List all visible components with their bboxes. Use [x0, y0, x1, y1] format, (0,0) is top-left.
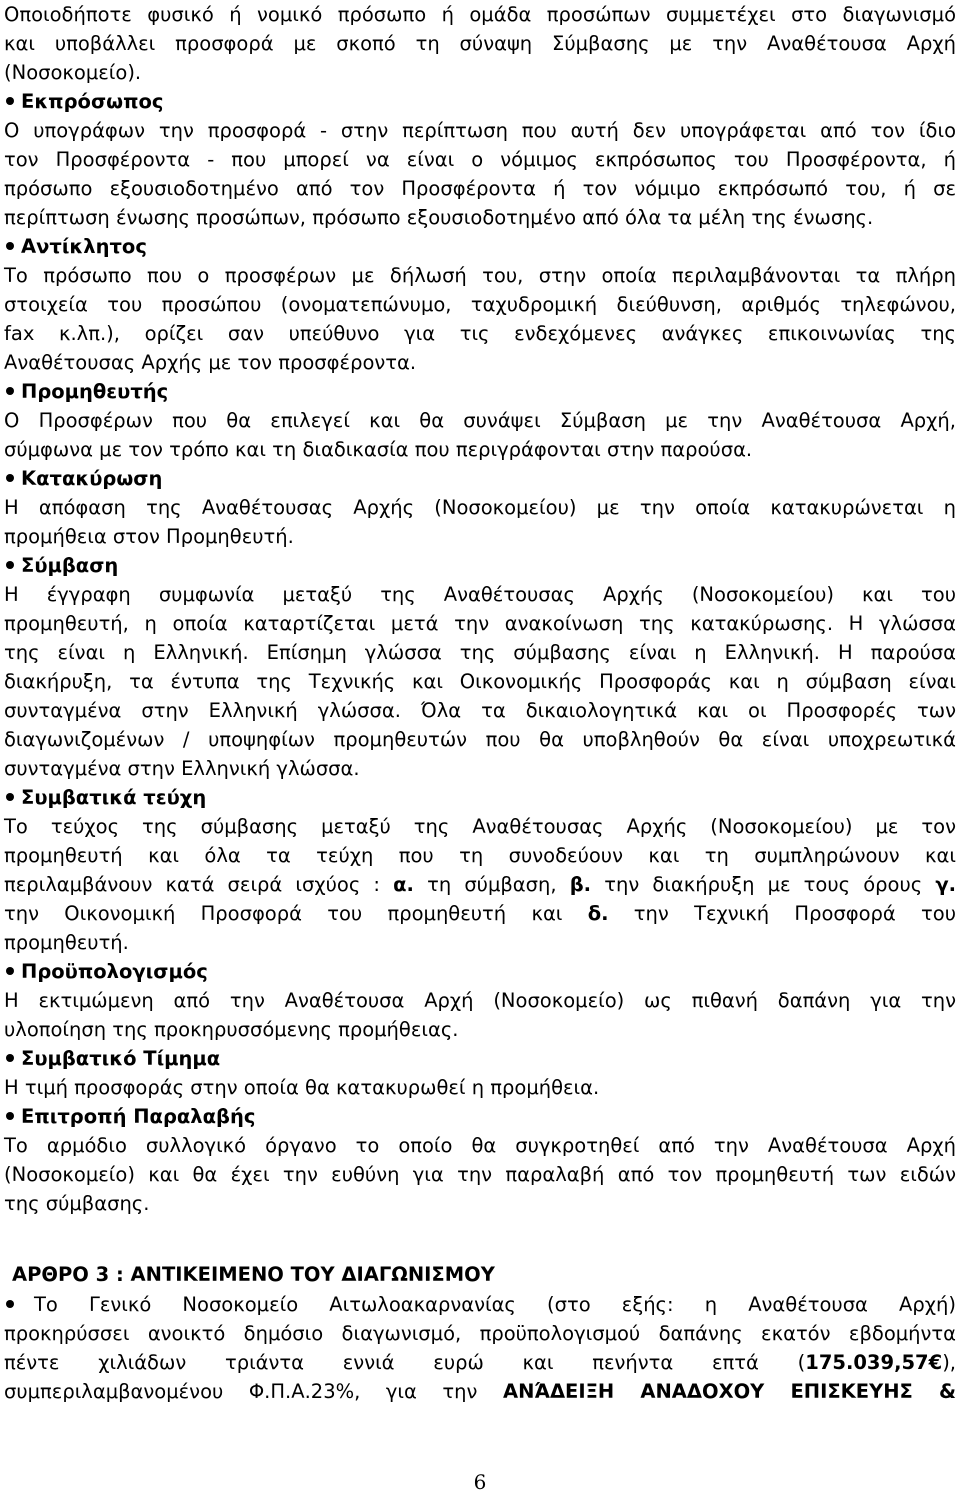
definition-line: Η έγγραφη συμφωνία μεταξύ της Αναθέτουσας Αρχής (Νοσοκομείου) και του: [4, 583, 956, 606]
article-line: Το Γενικό Νοσοκομείο Αιτωλοακαρνανίας (στο εξής: η Αναθέτουσα Αρχή): [34, 1293, 956, 1316]
definition-line: της είναι η Ελληνική. Επίσημη γλώσσα της σύμβασης είναι η Ελληνική. Η παρούσα: [4, 641, 956, 664]
definition-line: πρόσωπο εξουσιοδοτημένο από τον Προσφέροντα ή τον νόμιμο εκπρόσωπό του, ή σε: [4, 177, 956, 200]
definition-line: την Οικονομική Προσφορά του προμηθευτή και δ. την Τεχνική Προσφορά του: [4, 902, 957, 925]
bullet-icon: [6, 474, 14, 482]
definition-heading: Κατακύρωση: [4, 464, 162, 493]
definition-line: προμηθευτή, η οποία καταρτίζεται μετά την ανακοίνωση της κατακύρωσης. Η γλώσσα: [4, 612, 956, 635]
intro-line: και υποβάλλει προσφορά με σκοπό τη σύναψη Σύμβασης με την Αναθέτουσα Αρχή: [4, 32, 956, 55]
definition-line: Ο υπογράφων την προσφορά - στην περίπτωση που αυτή δεν υπογράφεται από τον ίδιο: [4, 119, 956, 142]
bullet-icon: [6, 1300, 14, 1308]
definition-heading: Σύμβαση: [4, 551, 118, 580]
bullet-icon: [6, 1112, 14, 1120]
bullet-icon: [6, 561, 14, 569]
definition-line: διακήρυξη, τα έντυπα της Τεχνικής και Οικονομικής Προσφοράς και η σύμβαση είναι: [4, 670, 956, 693]
definition-line: Το αρμόδιο συλλογικό όργανο το οποίο θα συγκροτηθεί από την Αναθέτουσα Αρχή: [4, 1134, 956, 1157]
article-line: προκηρύσσει ανοικτό δημόσιο διαγωνισμό, προϋπολογισμού δαπάνης εκατόν εβδομήντα: [4, 1322, 956, 1345]
definition-line: προμηθευτή και όλα τα τεύχη που τη συνοδεύουν και τη συμπληρώνουν και: [4, 844, 956, 867]
definition-heading: Συμβατικό Τίμημα: [4, 1044, 220, 1073]
definition-heading: Προμηθευτής: [4, 377, 168, 406]
definition-heading: Συμβατικά τεύχη: [4, 783, 206, 812]
definition-line: περιλαμβάνουν κατά σειρά ισχύος : α. τη σύμβαση, β. την διακήρυξη με τους όρους γ.: [4, 873, 957, 896]
definition-heading: Προϋπολογισμός: [4, 957, 208, 986]
definition-line: προμηθευτή.: [4, 931, 129, 954]
definition-line: Ο Προσφέρων που θα επιλεγεί και θα συνάψει Σύμβαση με την Αναθέτουσα Αρχή,: [4, 409, 956, 432]
definition-line: συνταγμένα στην Ελληνική γλώσσα.: [4, 757, 360, 780]
article-title: ΑΡΘΡΟ 3 : ΑΝΤΙΚΕΙΜΕΝΟ ΤΟΥ ΔΙΑΓΩΝΙΣΜΟΥ: [12, 1263, 495, 1286]
bullet-icon: [6, 97, 14, 105]
definition-line: της σύμβασης.: [4, 1192, 150, 1215]
definition-line: σύμφωνα με τον τρόπο και τη διαδικασία που περιγράφονται στην παρούσα.: [4, 438, 753, 461]
definition-line: Το τεύχος της σύμβασης μεταξύ της Αναθέτουσας Αρχής (Νοσοκομείου) με τον: [4, 815, 956, 838]
definition-line: Η εκτιμώμενη από την Αναθέτουσα Αρχή (Νοσοκομείο) ως πιθανή δαπάνη για την: [4, 989, 956, 1012]
bullet-icon: [6, 242, 14, 250]
intro-line: (Νοσοκομείο).: [4, 61, 142, 84]
page-number: 6: [473, 1470, 487, 1494]
definition-line: fax κ.λπ.), ορίζει σαν υπεύθυνο για τις ενδεχόμενες ανάγκες επικοινωνίας της: [4, 322, 956, 345]
definition-heading: Εκπρόσωπος: [4, 87, 163, 116]
bullet-icon: [6, 1054, 14, 1062]
intro-line: Οποιοδήποτε φυσικό ή νομικό πρόσωπο ή ομάδα προσώπων συμμετέχει στο διαγωνισμό: [4, 3, 956, 26]
definition-line: προμήθεια στον Προμηθευτή.: [4, 525, 294, 548]
definition-line: διαγωνιζομένων / υποψηφίων προμηθευτών που θα υποβληθούν θα είναι υποχρεωτικά: [4, 728, 956, 751]
definition-line: περίπτωση ένωσης προσώπων, πρόσωπο εξουσιοδοτημένο από όλα τα μέλη της ένωσης.: [4, 206, 874, 229]
bullet-icon: [6, 387, 14, 395]
definition-line: Αναθέτουσας Αρχής με τον προσφέροντα.: [4, 351, 417, 374]
definition-line: στοιχεία του προσώπου (ονοματεπώνυμο, ταχυδρομική διεύθυνση, αριθμός τηλεφώνου,: [4, 293, 956, 316]
definition-line: υλοποίηση της προκηρυσσόμενης προμήθειας.: [4, 1018, 459, 1041]
definition-line: τον Προσφέροντα - που μπορεί να είναι ο νόμιμος εκπρόσωπος του Προσφέροντα, ή: [4, 148, 956, 171]
bullet-icon: [6, 793, 14, 801]
definition-line: Η απόφαση της Αναθέτουσας Αρχής (Νοσοκομείου) με την οποία κατακυρώνεται η: [4, 496, 956, 519]
bullet-icon: [6, 967, 14, 975]
definition-line: Το πρόσωπο που ο προσφέρων με δήλωσή του, στην οποία περιλαμβάνονται τα πλήρη: [4, 264, 956, 287]
definition-heading: Αντίκλητος: [4, 232, 147, 261]
definition-line: (Νοσοκομείο) και θα έχει την ευθύνη για την παραλαβή από τον προμηθευτή των ειδών: [4, 1163, 956, 1186]
definition-heading: Επιτροπή Παραλαβής: [4, 1102, 255, 1131]
definition-line: συνταγμένα στην Ελληνική γλώσσα. Όλα τα δικαιολογητικά και οι Προσφορές των: [4, 699, 956, 722]
definition-line: Η τιμή προσφοράς στην οποία θα κατακυρωθεί η προμήθεια.: [4, 1076, 600, 1099]
article-line: συμπεριλαμβανομένου Φ.Π.Α.23%, για την ΑΝΆΔΕΙΞΗ ΑΝΑΔΟΧΟΥ ΕΠΙΣΚΕΥΗΣ &: [4, 1380, 957, 1403]
article-line: πέντε χιλιάδων τριάντα εννιά ευρώ και πενήντα επτά (175.039,57€),: [4, 1351, 956, 1374]
